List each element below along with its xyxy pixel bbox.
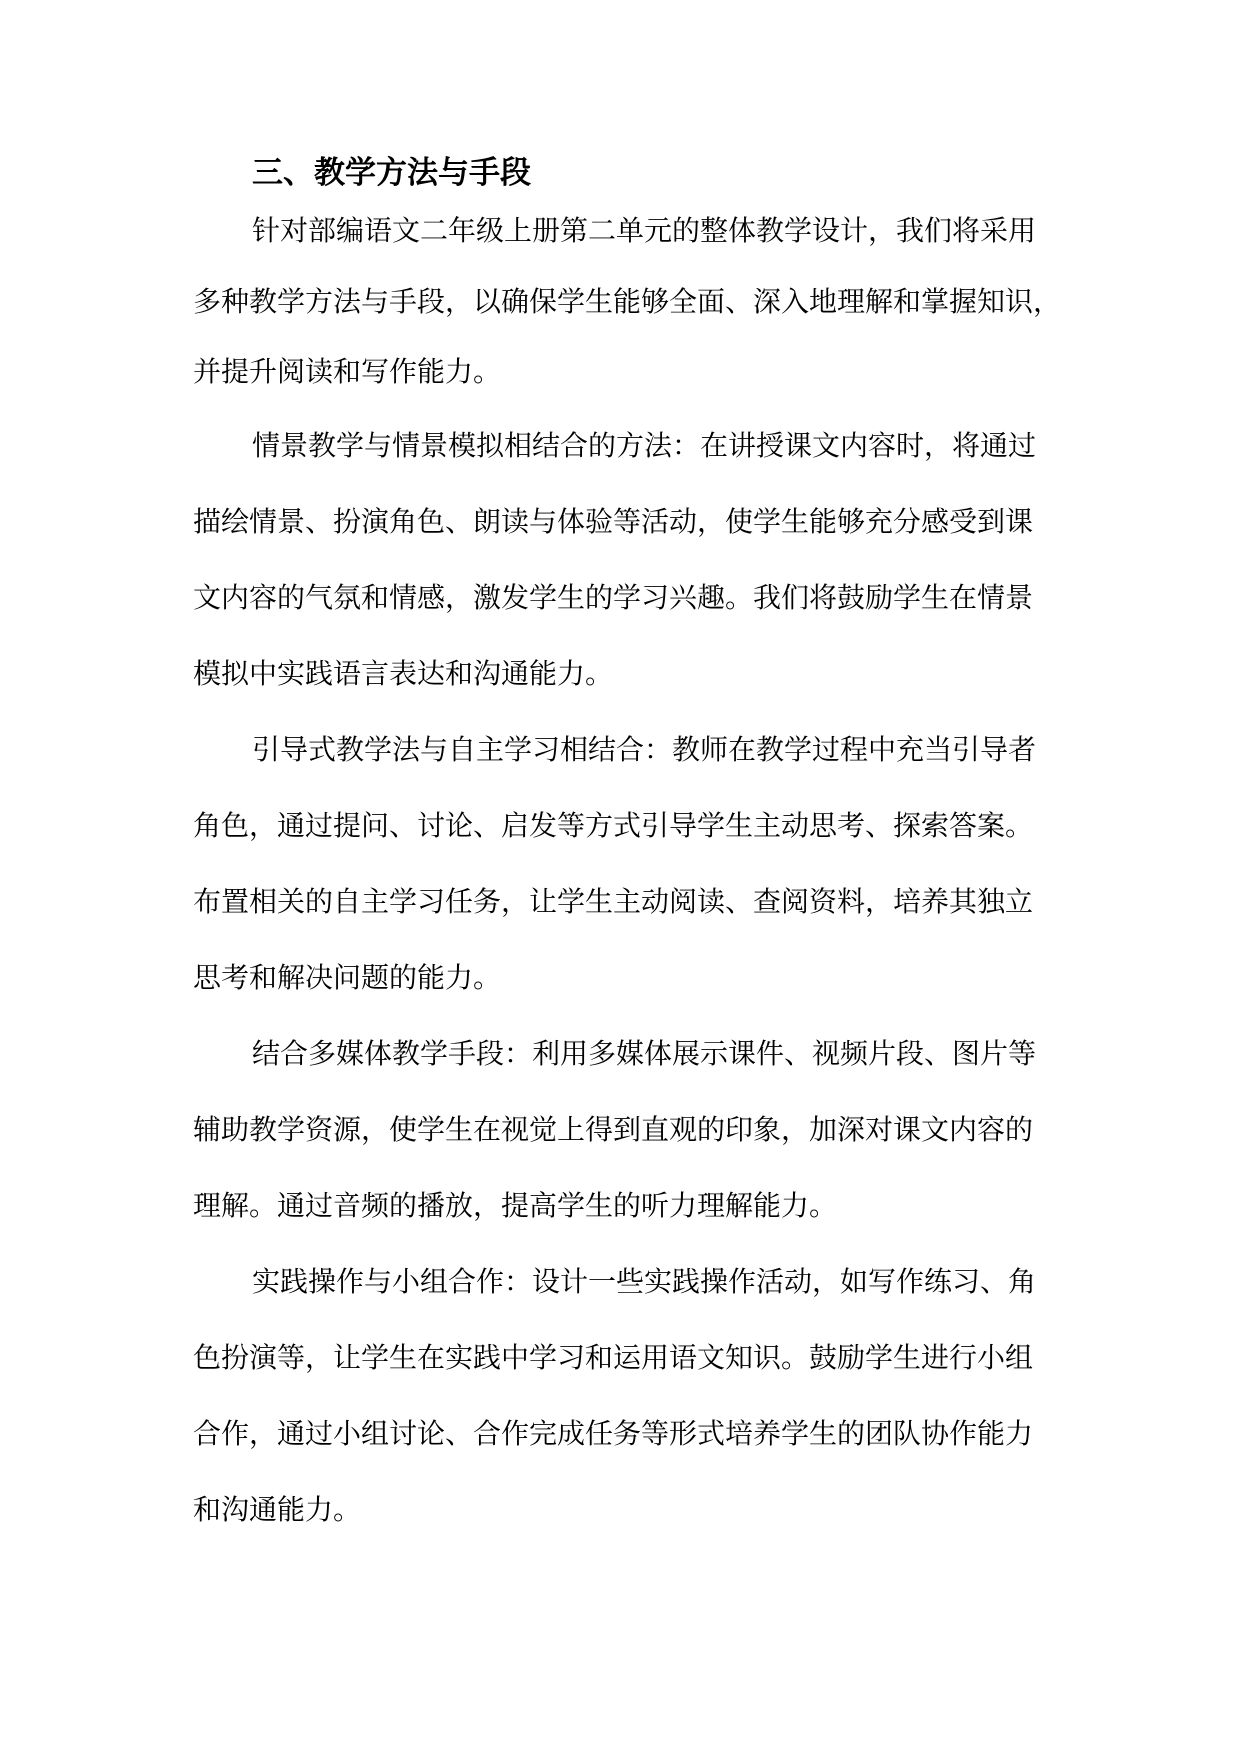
paragraph-line: 色扮演等，让学生在实践中学习和运用语文知识。鼓励学生进行小组 bbox=[193, 1341, 1034, 1374]
paragraph-line: 针对部编语文二年级上册第二单元的整体教学设计，我们将采用 bbox=[252, 214, 1037, 247]
paragraph-line: 实践操作与小组合作：设计一些实践操作活动，如写作练习、角 bbox=[252, 1265, 1037, 1298]
paragraph-line: 辅助教学资源，使学生在视觉上得到直观的印象，加深对课文内容的 bbox=[193, 1113, 1034, 1146]
paragraph-line: 布置相关的自主学习任务，让学生主动阅读、查阅资料，培养其独立 bbox=[193, 885, 1034, 918]
paragraph-line: 合作，通过小组讨论、合作完成任务等形式培养学生的团队协作能力 bbox=[193, 1417, 1034, 1450]
paragraph-line: 情景教学与情景模拟相结合的方法：在讲授课文内容时，将通过 bbox=[252, 429, 1037, 462]
paragraph-line: 结合多媒体教学手段：利用多媒体展示课件、视频片段、图片等 bbox=[252, 1037, 1037, 1070]
paragraph-line: 理解。通过音频的播放，提高学生的听力理解能力。 bbox=[193, 1189, 838, 1222]
paragraph-line: 引导式教学法与自主学习相结合：教师在教学过程中充当引导者 bbox=[252, 733, 1037, 766]
paragraph-line: 描绘情景、扮演角色、朗读与体验等活动，使学生能够充分感受到课 bbox=[193, 505, 1034, 538]
paragraph-line: 和沟通能力。 bbox=[193, 1493, 362, 1526]
paragraph-line: 思考和解决问题的能力。 bbox=[193, 961, 502, 994]
paragraph-line: 角色，通过提问、讨论、启发等方式引导学生主动思考、探索答案。 bbox=[193, 809, 1034, 842]
paragraph-line: 并提升阅读和写作能力。 bbox=[193, 355, 502, 388]
paragraph-line: 多种教学方法与手段，以确保学生能够全面、深入地理解和掌握知识， bbox=[193, 285, 1062, 318]
paragraph-line: 文内容的气氛和情感，激发学生的学习兴趣。我们将鼓励学生在情景 bbox=[193, 581, 1034, 614]
paragraph-line: 模拟中实践语言表达和沟通能力。 bbox=[193, 657, 614, 690]
section-heading: 三、教学方法与手段 bbox=[252, 155, 531, 191]
